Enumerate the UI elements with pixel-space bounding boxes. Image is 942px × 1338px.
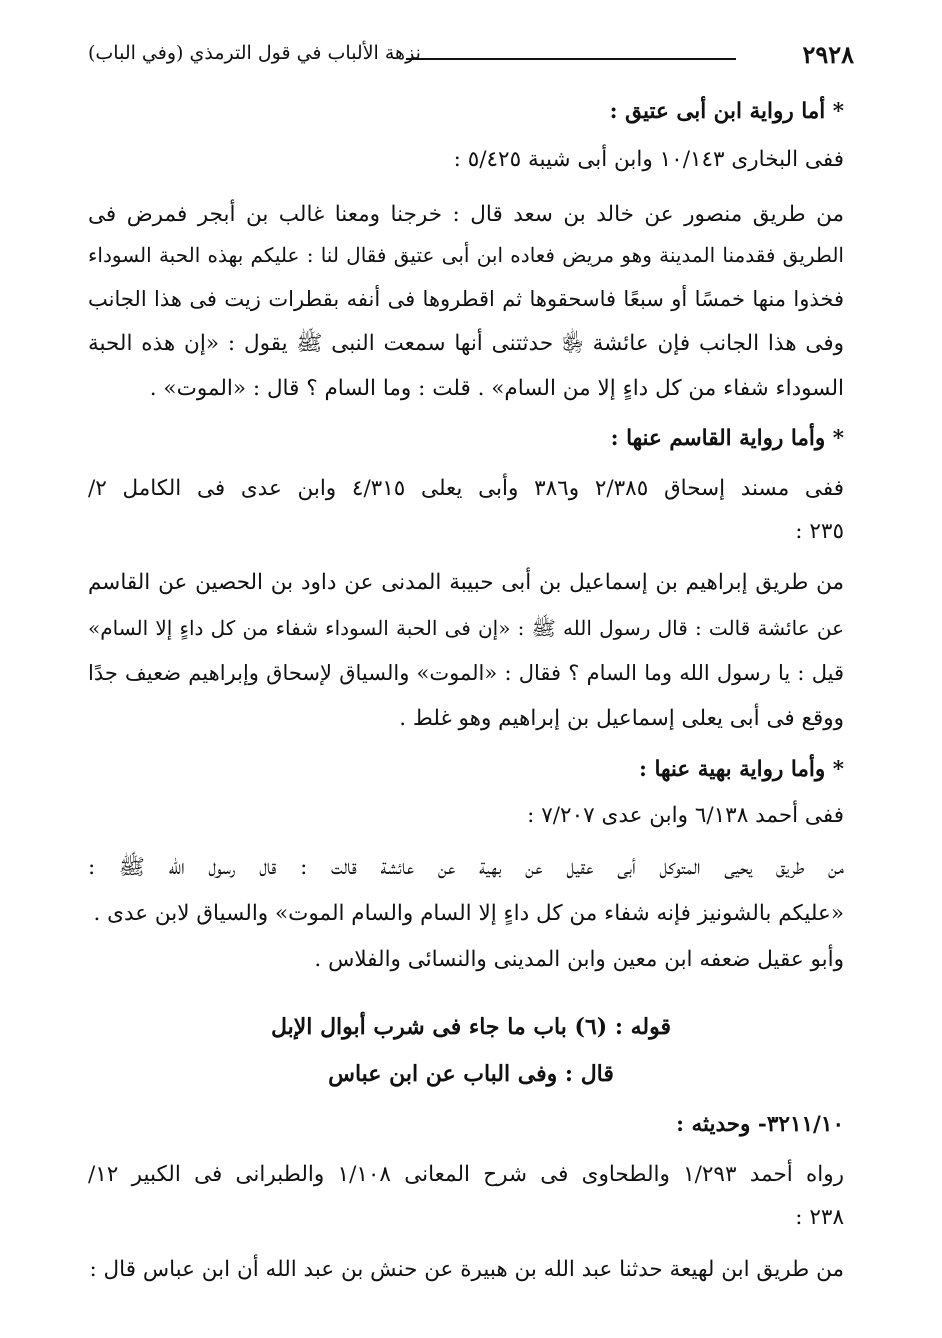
source-line: ففى مسند إسحاق ٢/٣٨٥ و٣٨٦ وأبى يعلى ٤/٣١٥ وابن عدى فى الكامل ٢/ — [88, 476, 844, 501]
section-heading: * وأما رواية القاسم عنها : — [610, 426, 844, 451]
text-line: السوداء شفاء من كل داءٍ إلا من السام» . قلت : وما السام ؟ قال : «الموت» . — [149, 376, 844, 401]
text-line: «عليكم بالشونيز فإنه شفاء من كل داءٍ إلا السام والسام الموت» والسياق لابن عدى . — [93, 901, 844, 926]
running-header — [88, 38, 854, 72]
source-line: ٢٣٨ : — [795, 1205, 844, 1230]
text-line: من طريق منصور عن خالد بن سعد قال : خرجنا ومعنا غالب بن أبجر فمرض فى — [88, 202, 844, 227]
text-line: من طريق إبراهيم بن إسماعيل بن أبى حبيبة المدنى عن داود بن الحصين عن القاسم — [88, 570, 844, 595]
header-rule — [406, 58, 736, 60]
source-line: ففى البخارى ١٠/١٤٣ وابن أبى شيبة ٥/٤٢٥ : — [453, 147, 844, 172]
source-line: ٢٣٥ : — [795, 519, 844, 544]
text-line: فخذوا منها خمسًا أو سبعًا فاسحقوها ثم اقطروها فى أنفه بقطرات زيت فى هذا الجانب — [88, 287, 844, 311]
text-line: الطريق فقدمنا المدينة وهو مريض فعاده ابن أبى عتيق فقال لنا : عليكم بهذه الحبة السوداء — [88, 243, 844, 267]
text-line: قيل : يا رسول الله وما السام ؟ فقال : «الموت» والسياق لإسحاق وإبراهيم ضعيف جدًا — [88, 661, 844, 685]
section-heading: * أما رواية ابن أبى عتيق : — [609, 99, 844, 124]
chapter-heading: قوله : (٦) باب ما جاء فى شرب أبوال الإبل — [270, 1014, 672, 1040]
running-title: نزهة الألباب في قول الترمذي (وفي الباب) — [88, 42, 421, 64]
source-line: رواه أحمد ١/٢٩٣ والطحاوى فى شرح المعانى ١/١٠٨ والطبرانى فى الكبير ١٢/ — [88, 1162, 844, 1187]
section-heading: * وأما رواية بهية عنها : — [639, 757, 844, 782]
text-line: من طريق يحيى المتوكل أبى عقيل عن بهية عن عائشة قالت : قال رسول الله ﷺ : — [88, 855, 844, 880]
text-line: وأبو عقيل ضعفه ابن معين وابن المدينى والنسائى والفلاس . — [314, 947, 844, 972]
hadith-number: ٣٢١١/١٠- وحديثه : — [676, 1112, 844, 1137]
chapter-subheading: قال : وفى الباب عن ابن عباس — [328, 1061, 614, 1087]
source-line: ففى أحمد ٦/١٣٨ وابن عدى ٧/٢٠٧ : — [527, 803, 844, 828]
text-line: من طريق ابن لهيعة حدثنا عبد الله بن هبيرة عن حنش بن عبد الله أن ابن عباس قال : — [89, 1257, 844, 1282]
text-line: عن عائشة قالت : قال رسول الله ﷺ : «إن فى الحبة السوداء شفاء من كل داءٍ إلا السام» — [88, 616, 844, 640]
page-number: ٢٩٢٨ — [802, 40, 854, 69]
text-line: ووقع فى أبى يعلى إسماعيل بن إبراهيم وهو غلط . — [399, 706, 844, 731]
text-line: وفى هذا الجانب فإن عائشة ﵂ حدثتنى أنها سمعت النبى ﷺ يقول : «إن هذه الحبة — [88, 331, 844, 356]
